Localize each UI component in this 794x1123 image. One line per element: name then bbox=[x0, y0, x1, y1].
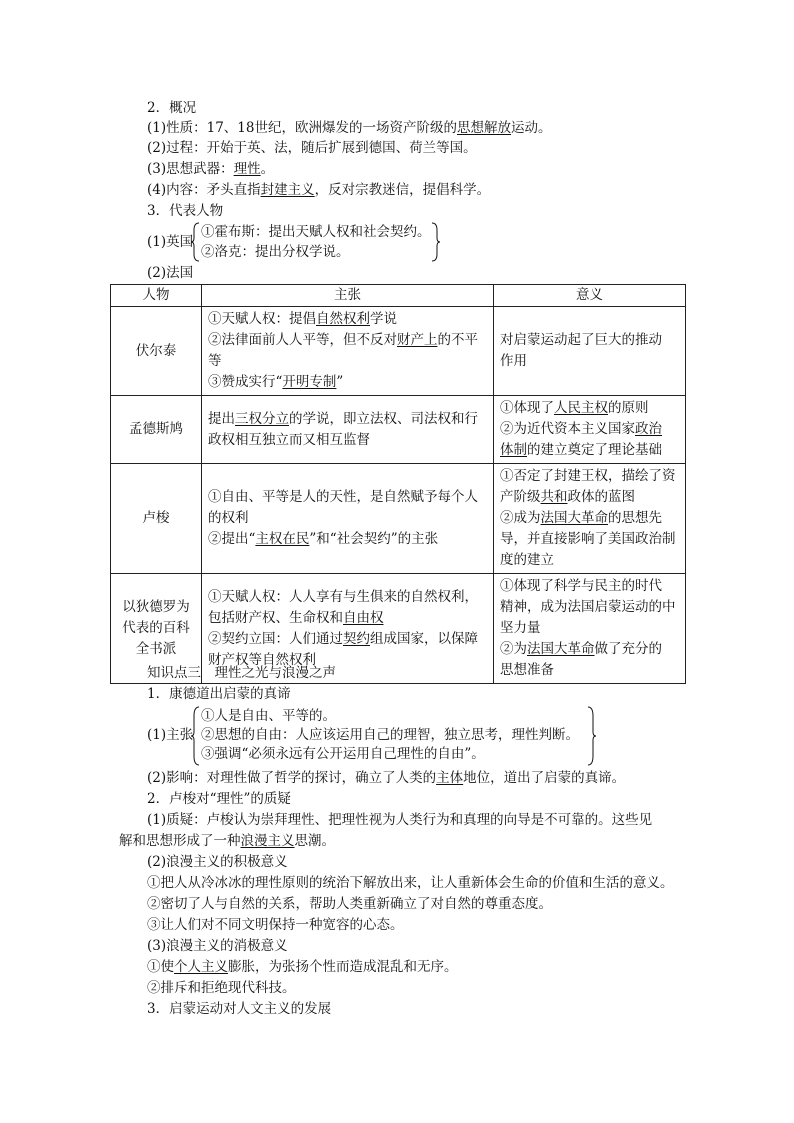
meaning-cell: ①体现了科学与民主的时代 精神，成为法国启蒙运动的中 坚力量 ②为法国大革命做了充分的 思想准备 bbox=[494, 574, 686, 684]
meaning-cell: 对启蒙运动起了巨大的推动 作用 bbox=[494, 307, 686, 396]
text-line: 解和思想形成了一种浪漫主义思潮。 bbox=[119, 833, 335, 849]
table-header-row bbox=[111, 285, 686, 307]
subsection-title: 3．启蒙运动对人文主义的发展 bbox=[147, 1001, 332, 1017]
text-line: (3)思想武器：理性。 bbox=[147, 161, 275, 177]
person-name: 卢梭 bbox=[111, 464, 202, 574]
table-row bbox=[111, 464, 686, 574]
england-item: ②洛克：提出分权学说。 bbox=[201, 244, 350, 260]
meaning-cell: ①体现了人民主权的原则 ②为近代资本主义国家政治 体制的建立奠定了理论基础 bbox=[494, 396, 686, 464]
claim-item: ②思想的自由：人应该运用自己的理智，独立思考，理性判断。 bbox=[201, 727, 579, 743]
subsection-title: 1．康德道出启蒙的真谛 bbox=[147, 686, 291, 702]
right-brace-icon bbox=[430, 222, 440, 262]
section-heading: 2．概况 bbox=[147, 100, 197, 116]
person-name: 以狄德罗为 代表的百科 全书派 bbox=[111, 574, 202, 684]
england-label: (1)英国 bbox=[147, 234, 194, 250]
person-name: 伏尔泰 bbox=[111, 307, 202, 396]
text-line: (2)影响：对理性做了哲学的探讨，确立了人类的主体地位，道出了启蒙的真谛。 bbox=[147, 770, 626, 786]
list-item: ①把人从冷冰冰的理性原则的统治下解放出来，让人重新体会生命的价值和生活的意义。 bbox=[147, 875, 674, 891]
claims-cell: ①天赋人权：人人享有与生俱来的自然权利， 包括财产权、生命权和自由权 ②契约立国：人们通过契约组成国家，以保障 财产权等自然权利 bbox=[202, 574, 494, 684]
text-line: (1)质疑：卢梭认为崇拜理性、把理性视为人类行为和真理的向导是不可靠的。这些见 bbox=[147, 812, 653, 828]
list-item: ③让人们对不同文明保持一种宽容的心态。 bbox=[147, 917, 404, 933]
left-brace-icon bbox=[191, 222, 201, 262]
meaning-cell: ①否定了封建王权，描绘了资 产阶级共和政体的蓝图 ②成为法国大革命的思想先 导，并直接影响了美国政治制 度的建立 bbox=[494, 464, 686, 574]
claims-cell: ①天赋人权：提倡自然权利学说 ②法律面前人人平等，但不反对财产上的不平 等 ③赞成实行“开明专制” bbox=[202, 307, 494, 396]
section-heading: 3．代表人物 bbox=[147, 203, 224, 219]
list-item: ①使个人主义膨胀，为张扬个性而造成混乱和无序。 bbox=[147, 959, 458, 975]
claims-cell: 提出三权分立的学说，即立法权、司法权和行 政权相互独立而又相互监督 bbox=[202, 396, 494, 464]
text-line: (4)内容：矛头直指封建主义，反对宗教迷信，提倡科学。 bbox=[147, 182, 491, 198]
england-item: ①霍布斯：提出天赋人权和社会契约。 bbox=[201, 224, 431, 240]
subsection-title: 2．卢梭对“理性”的质疑 bbox=[147, 791, 291, 807]
subsection-title: (3)浪漫主义的消极意义 bbox=[147, 938, 288, 954]
right-brace-icon bbox=[586, 706, 596, 766]
list-item: ②排斥和拒绝现代科技。 bbox=[147, 980, 296, 996]
text-line: (2)过程：开始于英、法，随后扩展到德国、荷兰等国。 bbox=[147, 140, 477, 156]
text-line: (1)性质：17、18世纪，欧洲爆发的一场资产阶级的思想解放运动。 bbox=[147, 120, 552, 136]
claims-label: (1)主张 bbox=[147, 727, 194, 743]
table-row bbox=[111, 307, 686, 396]
left-brace-icon bbox=[191, 706, 201, 766]
claim-item: ③强调“必须永远有公开运用自己理性的自由”。 bbox=[201, 746, 485, 762]
claims-cell: ①自由、平等是人的天性，是自然赋予每个人 的权利 ②提出“主权在民”和“社会契约”的主张 bbox=[202, 464, 494, 574]
header-meaning: 意义 bbox=[494, 285, 686, 307]
knowledge-point-title: 知识点三 理性之光与浪漫之声 bbox=[147, 665, 336, 681]
person-name: 孟德斯鸠 bbox=[111, 396, 202, 464]
header-person: 人物 bbox=[111, 285, 202, 307]
subsection-title: (2)浪漫主义的积极意义 bbox=[147, 854, 288, 870]
table-row bbox=[111, 396, 686, 464]
representatives-table bbox=[110, 284, 686, 684]
header-claims: 主张 bbox=[202, 285, 494, 307]
france-label: (2)法国 bbox=[147, 265, 194, 281]
claim-item: ①人是自由、平等的。 bbox=[201, 708, 336, 724]
list-item: ②密切了人与自然的关系，帮助人类重新确立了对自然的尊重态度。 bbox=[147, 896, 552, 912]
